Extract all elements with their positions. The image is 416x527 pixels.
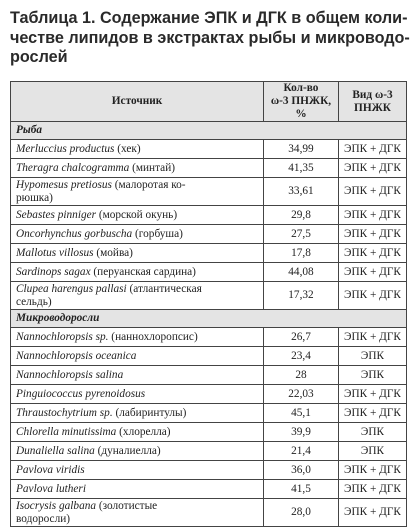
table-row xyxy=(11,263,407,282)
table-row xyxy=(11,178,407,206)
fatty-acid-type-cell: ЭПК + ДГК xyxy=(339,159,407,178)
scientific-name: Pinguiococcus pyrenoidosus xyxy=(16,387,146,400)
content-value-cell: 34,99 xyxy=(264,140,339,159)
fatty-acid-type-cell: ЭПК + ДГК xyxy=(339,225,407,244)
source-cell xyxy=(11,461,264,480)
common-name: (малоротая ко- xyxy=(111,178,186,191)
content-value-cell: 33,61 xyxy=(264,178,339,206)
scientific-name: Theragra chalcogramma xyxy=(16,161,130,174)
group-label: Рыба xyxy=(11,122,407,140)
table-body xyxy=(11,122,407,527)
scientific-name: Nannochloropsis sp. xyxy=(16,330,109,343)
source-cell xyxy=(11,499,264,527)
common-name-continued: рюшка) xyxy=(16,191,53,204)
source-cell xyxy=(11,328,264,347)
common-name: (атлантическая xyxy=(126,282,202,295)
fatty-acid-type-cell: ЭПК + ДГК xyxy=(339,206,407,225)
table-row xyxy=(11,282,407,310)
table-row xyxy=(11,206,407,225)
common-name: (минтай) xyxy=(129,161,176,174)
common-name-continued: водоросли) xyxy=(16,512,71,525)
content-value-cell: 41,35 xyxy=(264,159,339,178)
group-row xyxy=(11,310,407,328)
fatty-acid-type-cell: ЭПК xyxy=(339,366,407,385)
title-line-1: Таблица 1. Содержание ЭПК и ДГК в общем коли- xyxy=(10,9,408,27)
header-row xyxy=(11,82,407,122)
fatty-acid-type-cell: ЭПК + ДГК xyxy=(339,385,407,404)
content-value-cell: 17,8 xyxy=(264,244,339,263)
content-value-cell: 41,5 xyxy=(264,480,339,499)
common-name: (мойва) xyxy=(93,246,133,259)
scientific-name: Hypomesus pretiosus xyxy=(16,178,112,191)
source-cell xyxy=(11,423,264,442)
source-cell xyxy=(11,347,264,366)
source-cell xyxy=(11,442,264,461)
source-cell xyxy=(11,263,264,282)
common-name: (лабиринтулы) xyxy=(112,406,187,419)
table-row xyxy=(11,159,407,178)
scientific-name: Oncorhynchus gorbuscha xyxy=(16,227,133,240)
fatty-acid-type-cell: ЭПК xyxy=(339,423,407,442)
scientific-name: Pavlova viridis xyxy=(16,463,85,476)
content-value-cell: 26,7 xyxy=(264,328,339,347)
scientific-name: Dunaliella salina xyxy=(16,444,95,457)
table-row xyxy=(11,225,407,244)
table-title xyxy=(10,9,410,68)
source-cell xyxy=(11,366,264,385)
fatty-acid-type-cell: ЭПК xyxy=(339,442,407,461)
content-value-cell: 28,0 xyxy=(264,499,339,527)
group-label: Микроводоросли xyxy=(11,310,407,328)
fatty-acid-type-cell: ЭПК + ДГК xyxy=(339,404,407,423)
table-row xyxy=(11,366,407,385)
table-row xyxy=(11,347,407,366)
content-value-cell: 45,1 xyxy=(264,404,339,423)
table-row xyxy=(11,423,407,442)
table-row xyxy=(11,140,407,159)
header-content xyxy=(264,82,339,122)
content-value-cell: 23,4 xyxy=(264,347,339,366)
scientific-name: Nannochloropsis salina xyxy=(16,368,124,381)
scientific-name: Sardinops sagax xyxy=(16,265,91,278)
scientific-name: Thraustochytrium sp. xyxy=(16,406,113,419)
fatty-acid-type-cell: ЭПК + ДГК xyxy=(339,244,407,263)
table-row xyxy=(11,244,407,263)
source-cell xyxy=(11,178,264,206)
fatty-acid-type-cell: ЭПК + ДГК xyxy=(339,499,407,527)
lipid-table xyxy=(10,81,407,527)
common-name: (наннохлоропсис) xyxy=(108,330,198,343)
table-row xyxy=(11,404,407,423)
source-cell xyxy=(11,385,264,404)
header-type-line-2: ПНЖК xyxy=(354,101,391,114)
common-name: (хлорелла) xyxy=(116,425,171,438)
scientific-name: Mallotus villosus xyxy=(16,246,94,259)
scientific-name: Merluccius productus xyxy=(16,142,115,155)
table-row xyxy=(11,385,407,404)
fatty-acid-type-cell: ЭПК + ДГК xyxy=(339,178,407,206)
content-value-cell: 39,9 xyxy=(264,423,339,442)
table-container xyxy=(10,81,406,527)
table-row xyxy=(11,328,407,347)
header-content-line-1: Кол-во xyxy=(283,82,319,94)
content-value-cell: 29,8 xyxy=(264,206,339,225)
scientific-name: Sebastes pinniger xyxy=(16,208,97,221)
fatty-acid-type-cell: ЭПК + ДГК xyxy=(339,480,407,499)
content-value-cell: 21,4 xyxy=(264,442,339,461)
content-value-cell: 36,0 xyxy=(264,461,339,480)
content-value-cell: 17,32 xyxy=(264,282,339,310)
table-row xyxy=(11,461,407,480)
fatty-acid-type-cell: ЭПК + ДГК xyxy=(339,140,407,159)
source-cell xyxy=(11,159,264,178)
source-cell xyxy=(11,480,264,499)
header-content-line-2: ω-3 ПНЖК, % xyxy=(270,95,332,120)
table-row xyxy=(11,442,407,461)
common-name: (дуналиелла) xyxy=(94,444,161,457)
source-cell xyxy=(11,140,264,159)
common-name-continued: сельдь) xyxy=(16,295,52,308)
fatty-acid-type-cell: ЭПК xyxy=(339,347,407,366)
header-type xyxy=(339,82,407,122)
common-name: (перуанская сардина) xyxy=(90,265,196,278)
fatty-acid-type-cell: ЭПК + ДГК xyxy=(339,263,407,282)
content-value-cell: 44,08 xyxy=(264,263,339,282)
scientific-name: Isocrysis galbana xyxy=(16,499,97,512)
scientific-name: Nannochloropsis oceanica xyxy=(16,349,137,362)
common-name: (морской окунь) xyxy=(96,208,178,221)
common-name: (горбуша) xyxy=(132,227,183,240)
common-name: (хек) xyxy=(114,142,141,155)
scientific-name: Pavlova lutheri xyxy=(16,482,86,495)
scientific-name: Chlorella minutissima xyxy=(16,425,117,438)
source-cell xyxy=(11,206,264,225)
source-cell xyxy=(11,244,264,263)
fatty-acid-type-cell: ЭПК + ДГК xyxy=(339,461,407,480)
table-row xyxy=(11,480,407,499)
common-name: (золотистые xyxy=(96,499,158,512)
scientific-name: Clupea harengus pallasi xyxy=(16,282,127,295)
header-source: Источник xyxy=(11,82,264,122)
group-row xyxy=(11,122,407,140)
source-cell xyxy=(11,282,264,310)
fatty-acid-type-cell: ЭПК + ДГК xyxy=(339,282,407,310)
content-value-cell: 22,03 xyxy=(264,385,339,404)
title-line-2: честве липидов в экстрактах рыбы и микроводо- xyxy=(10,28,410,47)
source-cell xyxy=(11,225,264,244)
source-cell xyxy=(11,404,264,423)
table-row xyxy=(11,499,407,527)
header-type-line-1: Вид ω-3 xyxy=(352,88,393,101)
content-value-cell: 28 xyxy=(264,366,339,385)
title-line-3: рослей xyxy=(10,48,68,66)
content-value-cell: 27,5 xyxy=(264,225,339,244)
fatty-acid-type-cell: ЭПК + ДГК xyxy=(339,328,407,347)
